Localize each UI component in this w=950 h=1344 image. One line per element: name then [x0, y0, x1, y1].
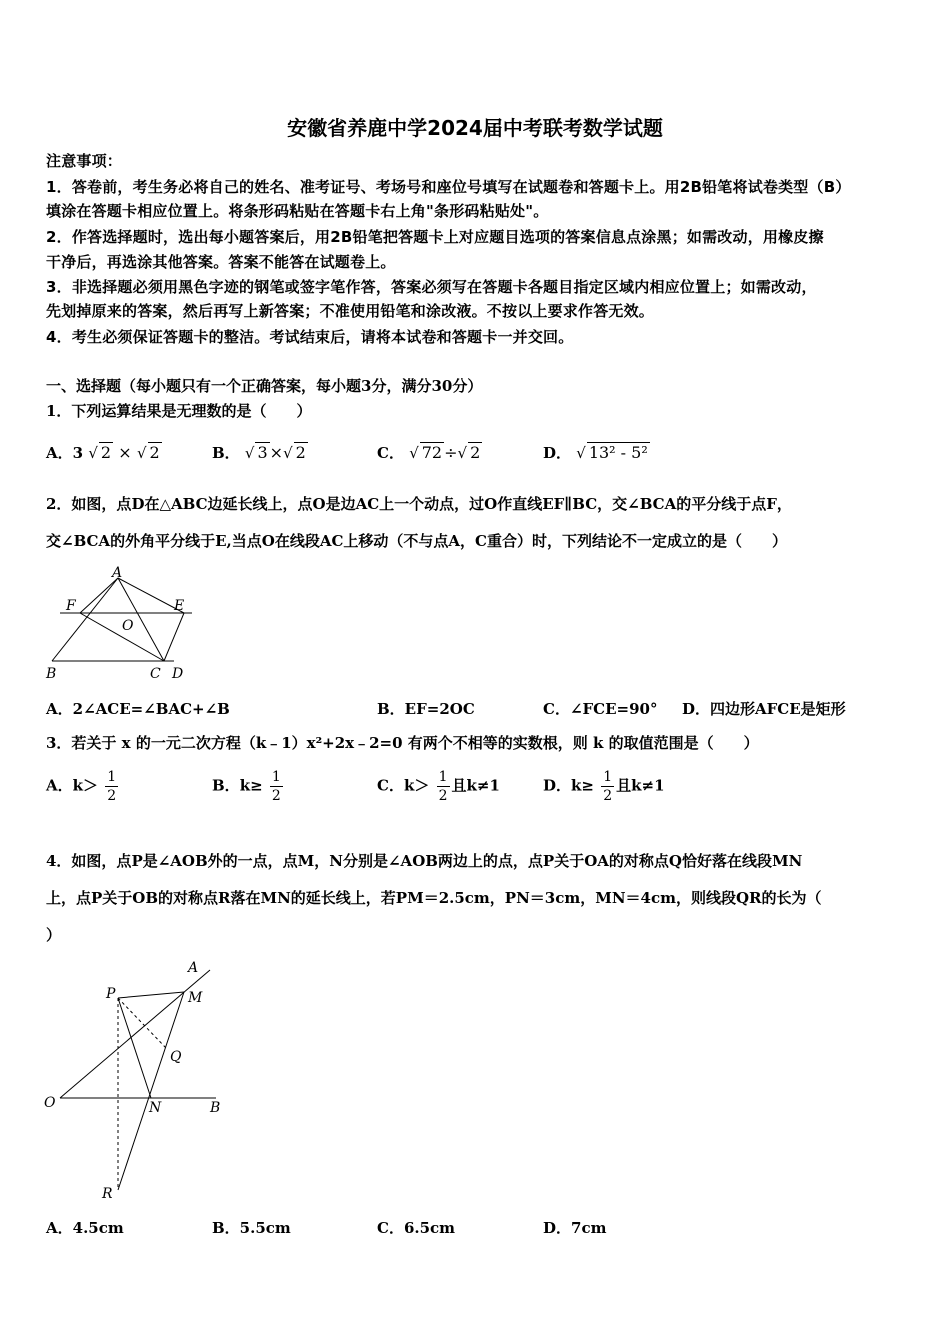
- q2-figure: [44, 566, 200, 684]
- q1-a-radicand: 2: [100, 443, 112, 462]
- q3-d-ineq: k≥: [571, 776, 594, 795]
- option-label: B．: [212, 776, 240, 795]
- fig-label-o: O: [122, 618, 134, 634]
- q1-option-d[interactable]: D． √ 13² - 5²: [543, 443, 648, 462]
- q2-option-b[interactable]: B．EF=2OC: [377, 700, 475, 718]
- fig-label-o: O: [44, 1095, 56, 1111]
- q4-option-a[interactable]: A．4.5cm: [46, 1219, 124, 1237]
- notice-line: 3．非选择题必须用黑色字迹的钢笔或签字笔作答，答案必须写在答题卡各题目指定区域内相应位置上；如需改动，: [46, 278, 817, 296]
- fig-label-f: F: [66, 598, 76, 614]
- notice-line: 2．作答选择题时，选出每小题答案后，用2B铅笔把答题卡上对应题目选项的答案信息点涂黑；如需改动，用橡皮擦: [46, 228, 824, 246]
- fraction-half: $\frac{1}{2}$: [107, 769, 117, 804]
- fig-label-d: D: [172, 666, 184, 682]
- q2-option-a[interactable]: A．2∠ACE=∠BAC+∠B: [46, 700, 230, 718]
- fig-label-c: C: [150, 666, 161, 682]
- fraction-half: $\frac{1}{2}$: [603, 769, 613, 804]
- q1-b-op: ×: [269, 443, 284, 462]
- q3-a-ineq: k＞: [72, 776, 99, 795]
- fraction-half: $\frac{1}{2}$: [438, 769, 448, 804]
- q3-option-c[interactable]: [377, 768, 500, 805]
- q4-stem: 4．如图，点P是∠AOB外的一点，点M，N分别是∠AOB两边上的点，点P关于OA的对称点Q恰好落在线段MN: [46, 852, 803, 870]
- q3-d-cond: 且k≠1: [616, 776, 665, 795]
- notice-line: 干净后，再选涂其他答案。答案不能答在试题卷上。: [46, 253, 396, 271]
- q4-stem: ）: [46, 926, 62, 944]
- q3-stem: 3．若关于 x 的一元二次方程（k﹣1）x²+2x﹣2=0 有两个不相等的实数根，则 k 的取值范围是（ ）: [46, 734, 759, 752]
- option-label: C．: [377, 444, 404, 462]
- q1-c-radicand: 2: [470, 443, 481, 462]
- fig-label-m: M: [188, 990, 203, 1006]
- section-heading: 一、选择题（每小题只有一个正确答案，每小题3分，满分30分）: [46, 377, 483, 395]
- q3-b-ineq: k≥: [239, 776, 263, 795]
- q4-figure: [40, 958, 230, 1204]
- notice-line: 先划掉原来的答案，然后再写上新答案；不准使用铅笔和涂改液。不按以上要求作答无效。: [46, 302, 655, 320]
- q1-d-radicand: 13² - 5²: [588, 443, 648, 462]
- q1-a-radicand: 2: [149, 443, 160, 462]
- fraction-half: $\frac{1}{2}$: [271, 769, 281, 804]
- option-label: D．: [543, 776, 572, 795]
- notice-line: 1．答卷前，考生务必将自己的姓名、准考证号、考场号和座位号填写在试题卷和答题卡上。用2B铅笔将试卷类型（B）: [46, 178, 851, 196]
- option-label: A．: [46, 776, 73, 795]
- q2-stem: 交∠BCA的外角平分线于E,当点O在线段AC上移动（不与点A，C重合）时，下列结论不一定成立的是（ ）: [46, 532, 787, 550]
- option-label: C．: [377, 776, 404, 795]
- fig-label-n: N: [149, 1100, 162, 1116]
- q1-c-radicand: 72: [421, 443, 443, 462]
- q1-stem: 1．下列运算结果是无理数的是（ ）: [46, 402, 312, 420]
- notice-line: 填涂在答题卡相应位置上。将条形码粘贴在答题卡右上角"条形码粘贴处"。: [46, 202, 549, 220]
- option-label: B．: [212, 444, 240, 462]
- q2-option-d[interactable]: D．四边形AFCE是矩形: [682, 700, 846, 718]
- q3-option-b[interactable]: [212, 768, 285, 805]
- fig-label-p: P: [106, 986, 116, 1002]
- q3-c-cond: 且k≠1: [451, 776, 500, 795]
- fig-label-b: B: [46, 666, 57, 682]
- q1-a-coef: 3: [72, 444, 84, 462]
- fig-label-a: A: [112, 566, 123, 581]
- q2-option-c[interactable]: C．∠FCE=90°: [543, 700, 658, 718]
- q1-option-a[interactable]: A．3 √ 2 × √ 2: [46, 443, 160, 462]
- q1-b-radicand: 2: [295, 443, 306, 462]
- q4-option-c[interactable]: C．6.5cm: [377, 1219, 456, 1237]
- q1-a-op: ×: [118, 443, 132, 462]
- option-label: D．: [543, 444, 572, 462]
- q1-c-op: ÷: [444, 443, 458, 462]
- q1-option-c[interactable]: C． √ 72 ÷√ 2: [377, 443, 481, 462]
- fig-label-a: A: [188, 960, 199, 976]
- notice-line: 4．考生必须保证答题卡的整洁。考试结束后，请将本试卷和答题卡一并交回。: [46, 328, 574, 346]
- q3-option-d[interactable]: [543, 768, 665, 805]
- notice-heading: 注意事项：: [46, 152, 123, 170]
- q4-option-b[interactable]: B．5.5cm: [212, 1219, 291, 1237]
- option-label: A．: [46, 444, 73, 462]
- q1-b-radicand: 3: [257, 443, 268, 462]
- q4-option-d[interactable]: D．7cm: [543, 1219, 607, 1237]
- q4-stem: 上，点P关于OB的对称点R落在MN的延长线上，若PM＝2.5cm，PN＝3cm，MN＝4cm，则线段QR的长为（: [46, 889, 822, 907]
- fig-label-b: B: [210, 1100, 221, 1116]
- q2-stem: 2．如图，点D在△ABC边延长线上，点O是边AC上一个动点，过O作直线EF∥BC，交∠BCA的平分线于点F，: [46, 495, 792, 513]
- page-title: 安徽省养鹿中学2024届中考联考数学试题: [287, 116, 663, 140]
- fig-label-q: Q: [170, 1049, 182, 1065]
- q3-c-ineq: k＞: [403, 776, 430, 795]
- fig-label-r: R: [102, 1186, 113, 1202]
- q3-option-a[interactable]: [46, 768, 120, 805]
- q1-option-b[interactable]: B． √ 3 ×√ 2: [212, 443, 306, 462]
- fig-label-e: E: [174, 598, 185, 614]
